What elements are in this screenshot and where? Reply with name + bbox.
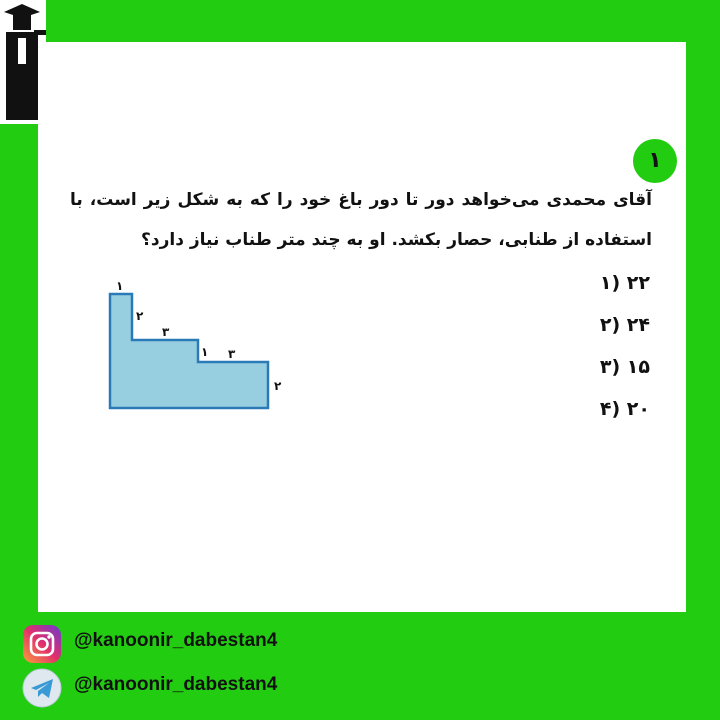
option-4[interactable]: ۲۰ (۴ bbox=[599, 398, 650, 420]
label-right-side: ۲ bbox=[274, 379, 282, 393]
label-step1-horizontal: ۳ bbox=[162, 325, 170, 339]
option-1[interactable]: ۲۲ (۱ bbox=[599, 272, 650, 294]
answer-options bbox=[450, 262, 650, 430]
label-step2-horizontal: ۳ bbox=[228, 347, 236, 361]
instagram-icon[interactable] bbox=[22, 624, 62, 664]
option-2[interactable]: ۲۴ (۲ bbox=[599, 314, 650, 336]
label-step2-vertical: ۱ bbox=[201, 345, 209, 359]
telegram-handle[interactable]: @kanoonir_dabestan4 bbox=[74, 674, 278, 695]
question-number-badge: ۱ bbox=[633, 139, 677, 183]
question-text: آقای محمدی می‌خواهد دور تا دور باغ خود را که به شکل زیر است، با استفاده از طنابی، حصار بکشد. او به چند متر طناب نیاز دارد؟ bbox=[70, 190, 652, 250]
label-step1-vertical: ۲ bbox=[136, 309, 144, 323]
garden-shape-figure bbox=[100, 276, 300, 416]
option-3[interactable]: ۱۵ (۳ bbox=[599, 356, 650, 378]
garden-shape bbox=[110, 294, 268, 408]
telegram-icon[interactable] bbox=[22, 668, 62, 708]
label-top-left: ۱ bbox=[116, 279, 124, 293]
instagram-handle[interactable]: @kanoonir_dabestan4 bbox=[74, 630, 278, 651]
